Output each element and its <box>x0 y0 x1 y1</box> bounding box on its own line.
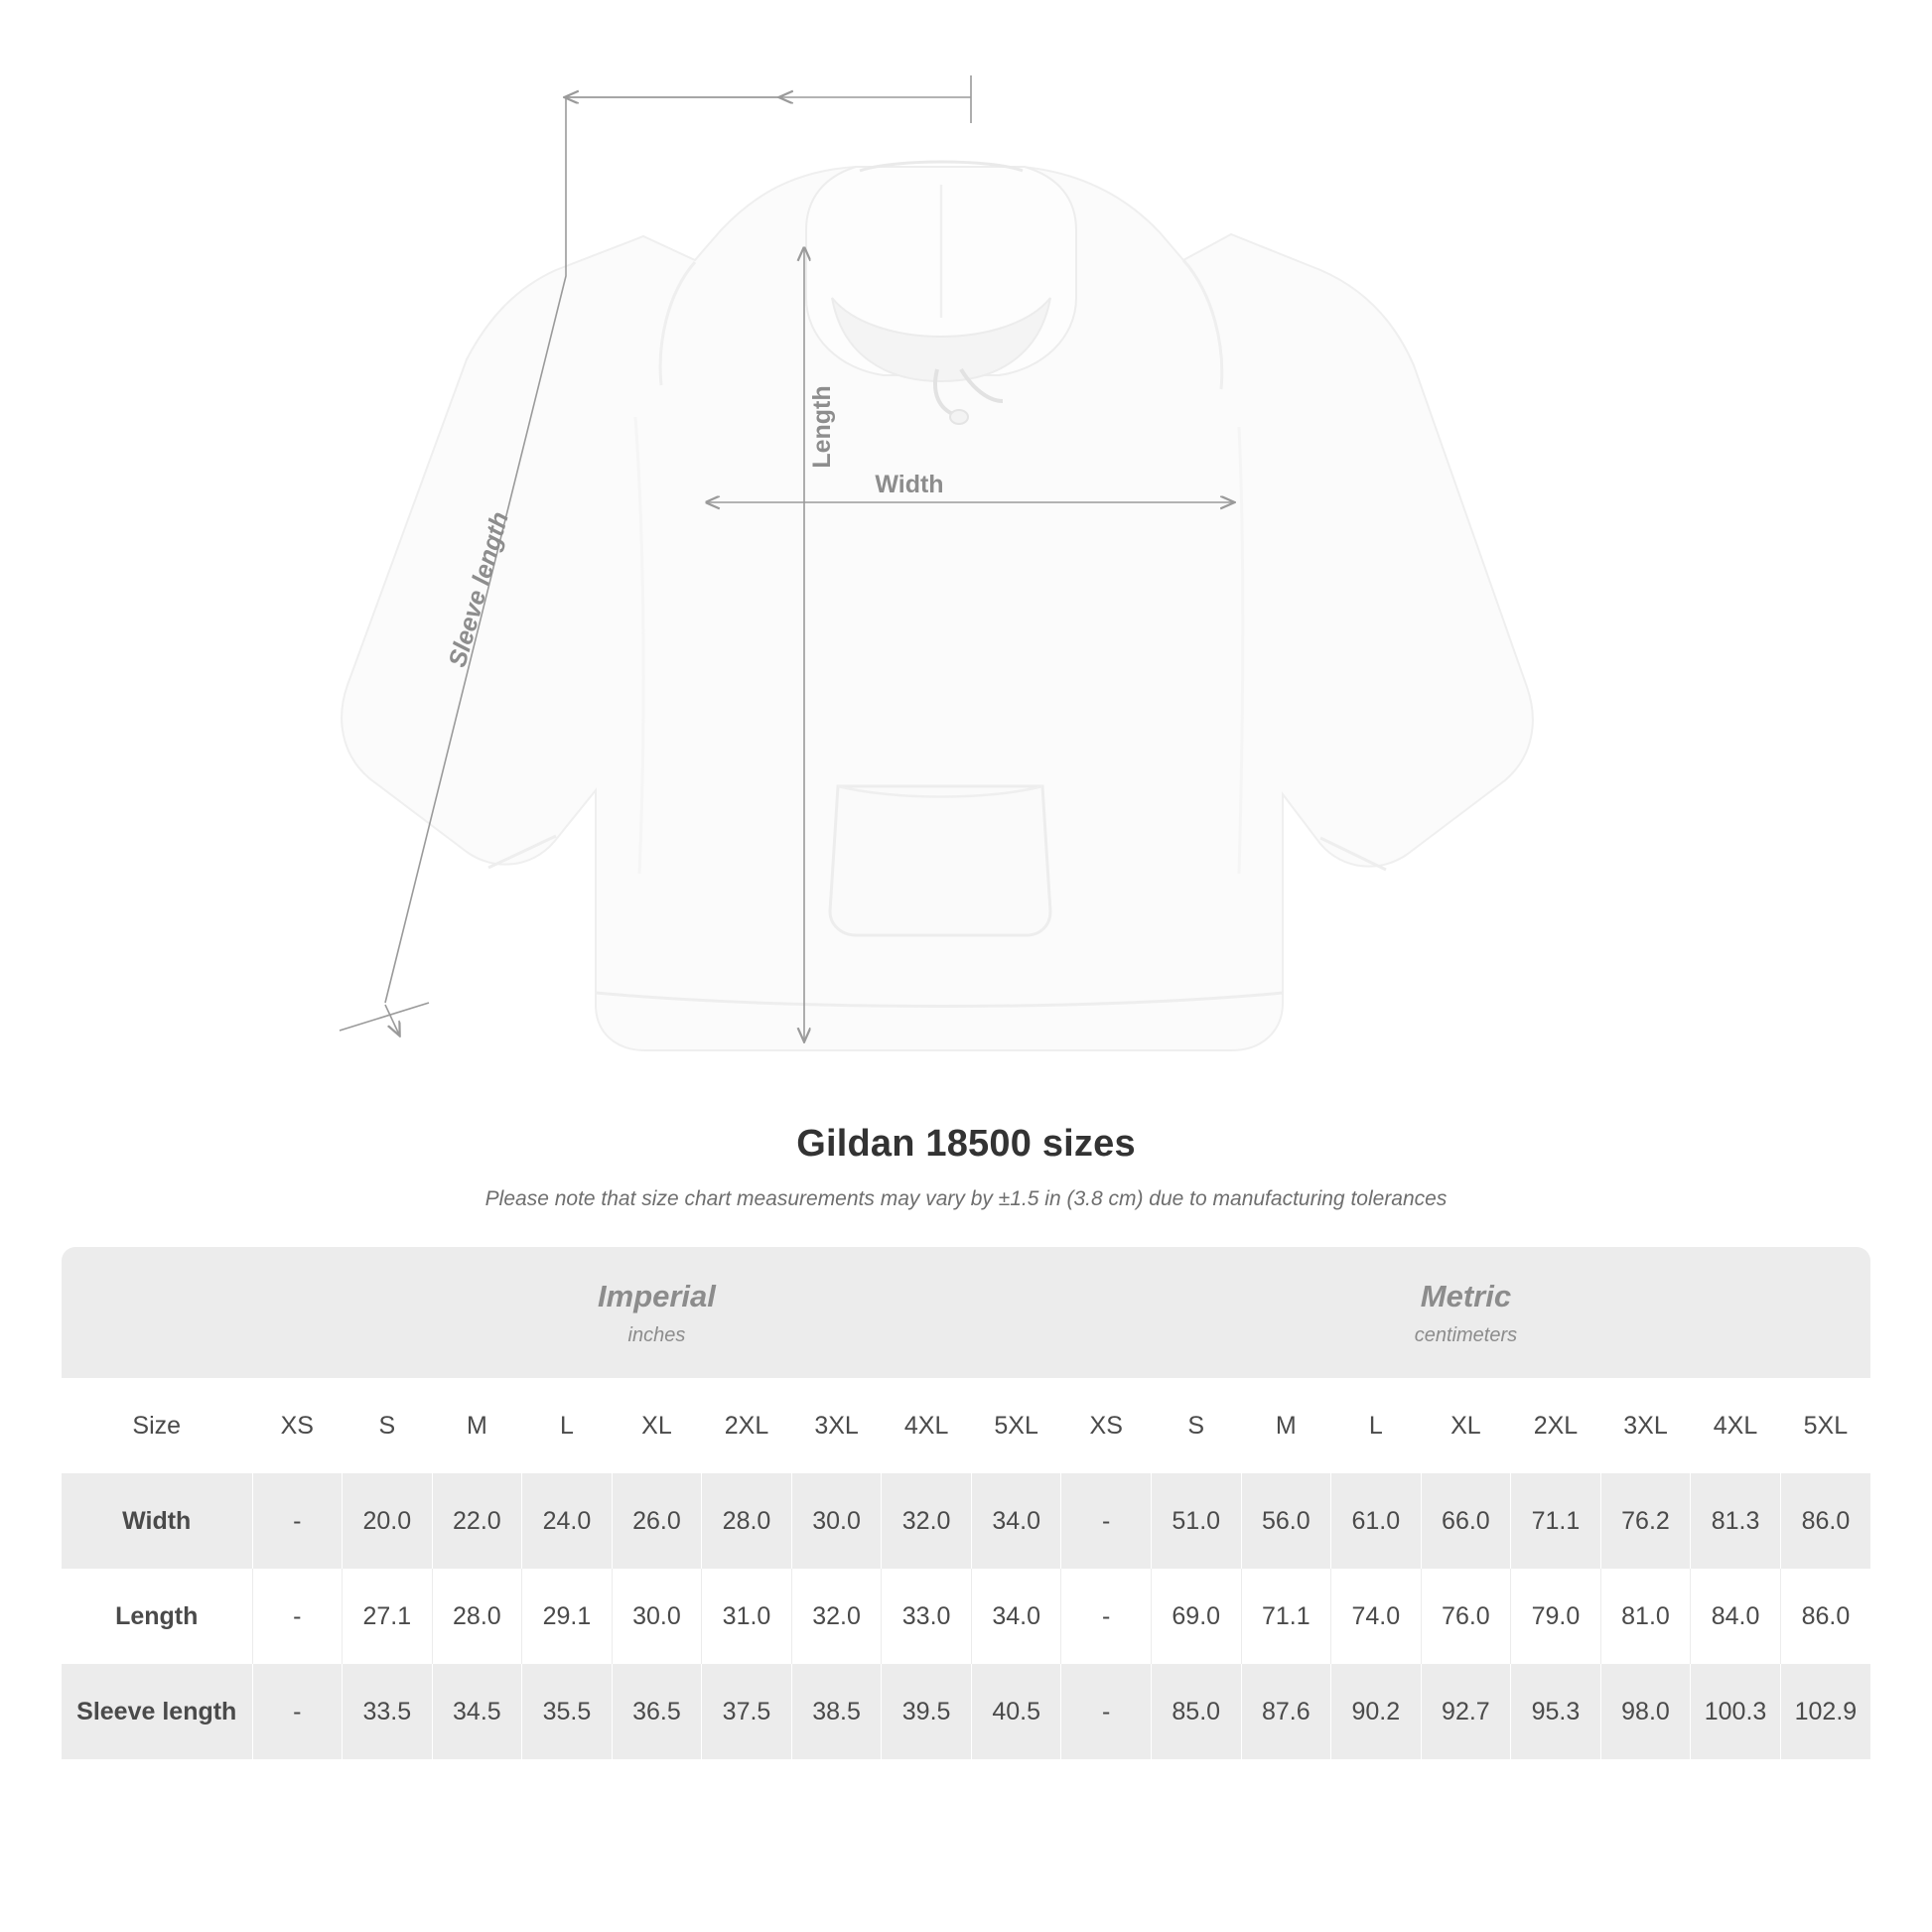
hoodie-graphic <box>342 162 1533 1050</box>
cell-length-metric-m: 71.1 <box>1241 1569 1331 1664</box>
size-header-imperial-4xl: 4XL <box>882 1378 972 1473</box>
size-table-wrap <box>62 1247 1870 1759</box>
table-row-sleeve-length <box>62 1664 1870 1759</box>
cell-width-imperial-3xl: 30.0 <box>791 1473 882 1569</box>
cell-length-imperial-4xl: 33.0 <box>882 1569 972 1664</box>
size-header-metric-xl: XL <box>1421 1378 1511 1473</box>
size-header-row <box>62 1378 1870 1473</box>
cell-length-metric-3xl: 81.0 <box>1600 1569 1691 1664</box>
cell-length-imperial-s: 27.1 <box>343 1569 433 1664</box>
cell-width-imperial-xl: 26.0 <box>612 1473 702 1569</box>
cell-width-imperial-m: 22.0 <box>432 1473 522 1569</box>
cell-sleeve-imperial-s: 33.5 <box>343 1664 433 1759</box>
cell-width-metric-xl: 66.0 <box>1421 1473 1511 1569</box>
cell-length-imperial-5xl: 34.0 <box>971 1569 1061 1664</box>
size-header-metric-2xl: 2XL <box>1511 1378 1601 1473</box>
cell-length-metric-5xl: 86.0 <box>1780 1569 1870 1664</box>
table-row-length <box>62 1569 1870 1664</box>
cell-sleeve-metric-xl: 92.7 <box>1421 1664 1511 1759</box>
unit-header-spacer <box>62 1247 252 1378</box>
size-header-metric-m: M <box>1241 1378 1331 1473</box>
row-label-sleeve-length: Sleeve length <box>76 1697 237 1725</box>
size-header-imperial-xl: XL <box>612 1378 702 1473</box>
cell-length-imperial-xs: - <box>252 1569 343 1664</box>
cell-width-imperial-s: 20.0 <box>343 1473 433 1569</box>
unit-name-metric: Metric <box>1420 1278 1512 1313</box>
cell-width-imperial-5xl: 34.0 <box>971 1473 1061 1569</box>
cell-sleeve-metric-4xl: 100.3 <box>1691 1664 1781 1759</box>
cell-width-imperial-4xl: 32.0 <box>882 1473 972 1569</box>
cell-width-metric-5xl: 86.0 <box>1780 1473 1870 1569</box>
tolerance-note: Please note that size chart measurements may vary by ±1.5 in (3.8 cm) due to manufacturing tolerances <box>484 1187 1448 1210</box>
cell-sleeve-imperial-2xl: 37.5 <box>702 1664 792 1759</box>
cell-width-metric-m: 56.0 <box>1241 1473 1331 1569</box>
cell-sleeve-metric-3xl: 98.0 <box>1600 1664 1691 1759</box>
width-label: Width <box>875 471 944 498</box>
cell-width-imperial-xs: - <box>252 1473 343 1569</box>
size-header-imperial-l: L <box>522 1378 613 1473</box>
cell-sleeve-imperial-m: 34.5 <box>432 1664 522 1759</box>
size-header-imperial-2xl: 2XL <box>702 1378 792 1473</box>
cell-length-metric-xl: 76.0 <box>1421 1569 1511 1664</box>
cell-width-metric-2xl: 71.1 <box>1511 1473 1601 1569</box>
cell-sleeve-imperial-l: 35.5 <box>522 1664 613 1759</box>
size-header-metric-4xl: 4XL <box>1691 1378 1781 1473</box>
page-title: Gildan 18500 sizes <box>796 1123 1136 1165</box>
cell-sleeve-imperial-5xl: 40.5 <box>971 1664 1061 1759</box>
cell-length-metric-4xl: 84.0 <box>1691 1569 1781 1664</box>
cell-sleeve-imperial-xs: - <box>252 1664 343 1759</box>
size-header-label: Size <box>132 1411 182 1440</box>
unit-sub-imperial: inches <box>627 1323 686 1346</box>
size-header-metric-xs: XS <box>1061 1378 1152 1473</box>
cell-width-metric-xs: - <box>1061 1473 1152 1569</box>
size-header-imperial-3xl: 3XL <box>791 1378 882 1473</box>
cell-sleeve-imperial-xl: 36.5 <box>612 1664 702 1759</box>
cell-width-metric-3xl: 76.2 <box>1600 1473 1691 1569</box>
length-label: Length <box>808 385 836 469</box>
unit-header-metric <box>1061 1247 1870 1378</box>
unit-name-imperial: Imperial <box>598 1278 716 1313</box>
cell-sleeve-metric-xs: - <box>1061 1664 1152 1759</box>
unit-header-row <box>62 1247 1870 1378</box>
cell-sleeve-imperial-3xl: 38.5 <box>791 1664 882 1759</box>
size-header-imperial-s: S <box>343 1378 433 1473</box>
cell-width-metric-s: 51.0 <box>1151 1473 1241 1569</box>
unit-header-imperial <box>252 1247 1061 1378</box>
cell-length-metric-2xl: 79.0 <box>1511 1569 1601 1664</box>
size-header-imperial-m: M <box>432 1378 522 1473</box>
cell-length-imperial-3xl: 32.0 <box>791 1569 882 1664</box>
cell-sleeve-metric-s: 85.0 <box>1151 1664 1241 1759</box>
size-header-imperial-5xl: 5XL <box>971 1378 1061 1473</box>
cell-length-metric-l: 74.0 <box>1331 1569 1422 1664</box>
cell-sleeve-metric-m: 87.6 <box>1241 1664 1331 1759</box>
cell-length-imperial-xl: 30.0 <box>612 1569 702 1664</box>
size-table <box>62 1247 1870 1759</box>
cell-width-imperial-l: 24.0 <box>522 1473 613 1569</box>
cell-length-imperial-2xl: 31.0 <box>702 1569 792 1664</box>
size-header-metric-3xl: 3XL <box>1600 1378 1691 1473</box>
row-label-length: Length <box>115 1601 199 1630</box>
cell-length-imperial-m: 28.0 <box>432 1569 522 1664</box>
cell-length-metric-xs: - <box>1061 1569 1152 1664</box>
row-label-width: Width <box>122 1506 192 1535</box>
title-block <box>0 1123 1932 1211</box>
size-header-metric-l: L <box>1331 1378 1422 1473</box>
cell-length-imperial-l: 29.1 <box>522 1569 613 1664</box>
size-header-imperial-xs: XS <box>252 1378 343 1473</box>
cell-sleeve-metric-2xl: 95.3 <box>1511 1664 1601 1759</box>
size-header-metric-5xl: 5XL <box>1780 1378 1870 1473</box>
cell-sleeve-metric-l: 90.2 <box>1331 1664 1422 1759</box>
size-header-metric-s: S <box>1151 1378 1241 1473</box>
cell-width-imperial-2xl: 28.0 <box>702 1473 792 1569</box>
cell-sleeve-imperial-4xl: 39.5 <box>882 1664 972 1759</box>
cell-width-metric-4xl: 81.3 <box>1691 1473 1781 1569</box>
unit-sub-metric: centimeters <box>1414 1323 1518 1346</box>
cell-sleeve-metric-5xl: 102.9 <box>1780 1664 1870 1759</box>
table-row-width <box>62 1473 1870 1569</box>
sleeve-length-label: Sleeve length <box>443 508 514 671</box>
cell-length-metric-s: 69.0 <box>1151 1569 1241 1664</box>
cell-width-metric-l: 61.0 <box>1331 1473 1422 1569</box>
